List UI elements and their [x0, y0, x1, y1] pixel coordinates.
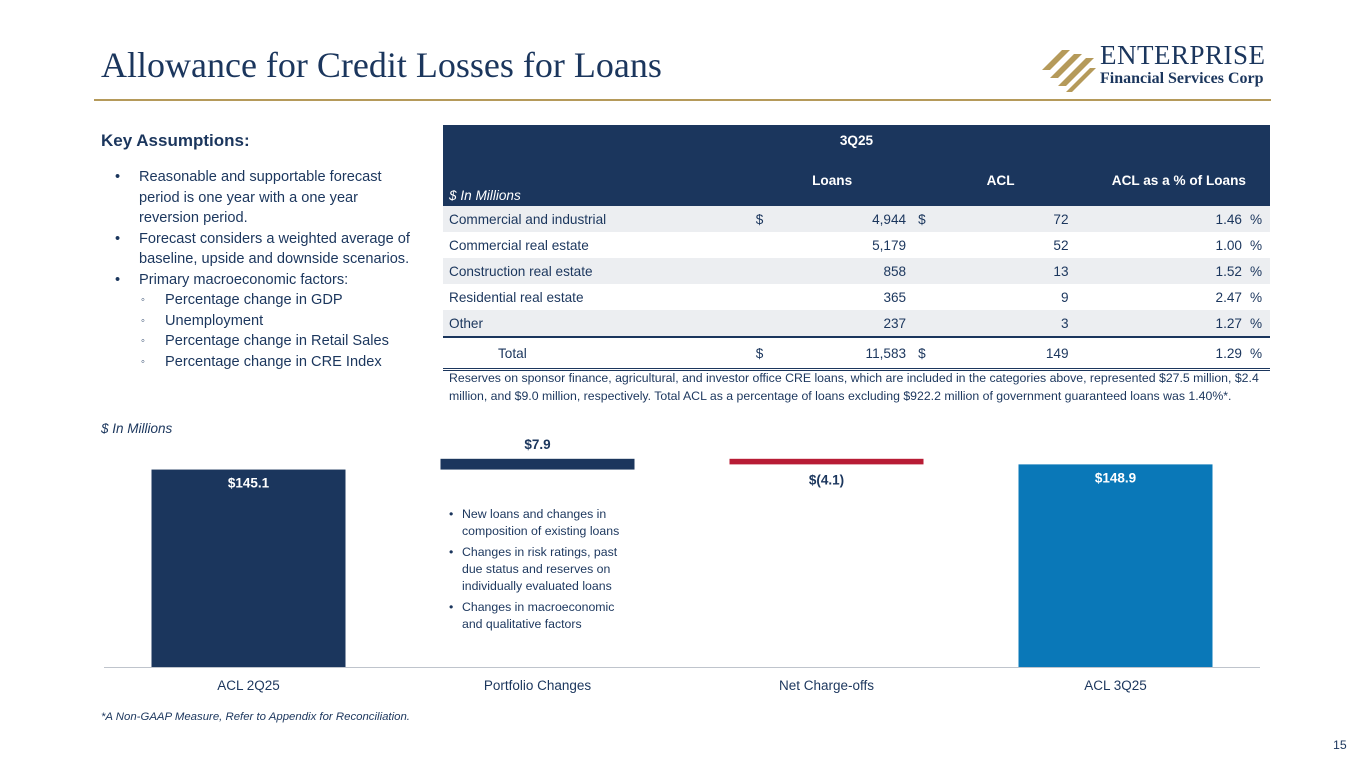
category-label-3: ACL 3Q25 — [1084, 678, 1147, 693]
category-label-2: Net Charge-offs — [778, 678, 875, 693]
loans-total: 11,583 — [779, 337, 912, 370]
data-label-3: $148.9 — [1094, 470, 1137, 486]
sub-bullet-icon: ◦ — [141, 355, 145, 368]
list-item: • Primary macroeconomic factors: — [101, 270, 411, 291]
column-header-loans: Loans — [750, 155, 912, 206]
acl-pct-value: 1.00 — [1215, 237, 1242, 253]
loans-value: 858 — [779, 258, 912, 284]
sub-list-item: ◦ Percentage change in GDP — [101, 290, 411, 311]
row-label: Commercial and industrial — [443, 206, 750, 232]
bullet-icon: • — [115, 230, 121, 247]
category-label-1: Portfolio Changes — [483, 678, 592, 693]
data-label-1: $7.9 — [524, 436, 551, 452]
currency-sign: $ — [912, 337, 941, 370]
sub-list-item: ◦ Unemployment — [101, 311, 411, 332]
loans-value: 237 — [779, 310, 912, 337]
currency-sign: $ — [750, 206, 779, 232]
sub-bullet-icon: ◦ — [141, 294, 145, 306]
logo-wordmark: ENTERPRISE — [1100, 40, 1266, 70]
period-header: 3Q25 — [443, 125, 1270, 155]
sub-bullet-icon: ◦ — [141, 335, 145, 347]
acl-value: 9 — [1060, 289, 1069, 305]
sub-bullet-icon: ◦ — [141, 314, 145, 327]
page-number: 15 — [1333, 738, 1347, 752]
acl-value: 3 — [942, 310, 1075, 337]
list-item: • Changes in macroeconomic and qualitative factors — [449, 600, 615, 631]
units-label: $ In Millions — [443, 155, 750, 206]
total-label: Total — [443, 337, 750, 370]
currency-sign: $ — [912, 206, 941, 232]
chart-units-label: $ In Millions — [101, 421, 173, 436]
category-label-0: ACL 2Q25 — [217, 678, 280, 693]
bullet-icon: • — [115, 271, 121, 288]
key-assumptions-title: Key Assumptions: — [101, 131, 250, 150]
list-item: • Forecast considers a weighted average of baseline, upside and downside scenarios. — [115, 230, 410, 267]
percent-sign: % — [1248, 337, 1270, 370]
percent-sign: % — [1248, 258, 1270, 284]
row-label: Construction real estate — [443, 258, 750, 284]
acl-total: 149 — [942, 337, 1075, 370]
percent-sign: % — [1249, 237, 1263, 253]
row-label: Other — [443, 310, 750, 337]
row-label: Residential real estate — [449, 289, 584, 305]
bar-0 — [152, 470, 346, 667]
percent-sign: % — [1248, 310, 1270, 337]
footnote: *A Non-GAAP Measure, Refer to Appendix for Reconciliation. — [101, 711, 410, 723]
loans-value: 365 — [883, 289, 907, 305]
acl-pct-value: 2.47 — [1215, 289, 1242, 305]
loans-value: 4,944 — [779, 206, 912, 232]
acl-value: 72 — [942, 206, 1075, 232]
acl-pct-value: 1.27 — [1075, 310, 1248, 337]
list-item: • Reasonable and supportable forecast period is one year with a one year reversion period. — [115, 169, 382, 226]
list-item: • New loans and changes in composition of existing loans — [449, 507, 620, 538]
column-header-acl: ACL — [912, 155, 1074, 206]
percent-sign: % — [1248, 206, 1270, 232]
acl-value: 52 — [1053, 237, 1069, 253]
bullet-icon: • — [449, 600, 454, 614]
sub-list-item: ◦ Percentage change in CRE Index — [101, 352, 411, 373]
row-label: Commercial real estate — [449, 237, 589, 253]
list-item: • Changes in risk ratings, past due status and reserves on individually evaluated loans — [449, 545, 618, 593]
percent-sign: % — [1249, 289, 1263, 305]
data-label-2: $(4.1) — [808, 472, 845, 488]
page-title: Allowance for Credit Losses for Loans — [101, 45, 662, 85]
data-label-0: $145.1 — [227, 475, 270, 491]
bar-1 — [441, 459, 635, 470]
acl-value: 13 — [942, 258, 1075, 284]
logo-subtitle: Financial Services Corp — [1100, 70, 1264, 87]
acl-pct-value: 1.52 — [1075, 258, 1248, 284]
column-header-acl-pct: ACL as a % of Loans — [1075, 155, 1270, 206]
bar-2 — [730, 459, 924, 465]
bullet-icon: • — [449, 507, 454, 521]
portfolio-changes-notes — [448, 506, 638, 637]
sub-list-item: ◦ Percentage change in Retail Sales — [101, 331, 411, 352]
bullet-icon: • — [449, 545, 454, 559]
loans-value: 5,179 — [872, 237, 907, 253]
bullet-icon: • — [115, 169, 121, 185]
reserve-note: Reserves on sponsor finance, agricultural, and investor office CRE loans, which are included in the categories above, represented $27.5 million, $2.4 million, and $9.0 million, respectively. Total ACL as a percentage of loans excluding $922.2 million of government guaranteed loans was 1.40%*. — [449, 371, 1259, 403]
acl-pct-total: 1.29 — [1075, 337, 1248, 370]
currency-sign: $ — [750, 337, 779, 370]
acl-pct-value: 1.46 — [1075, 206, 1248, 232]
bar-3 — [1019, 464, 1213, 667]
